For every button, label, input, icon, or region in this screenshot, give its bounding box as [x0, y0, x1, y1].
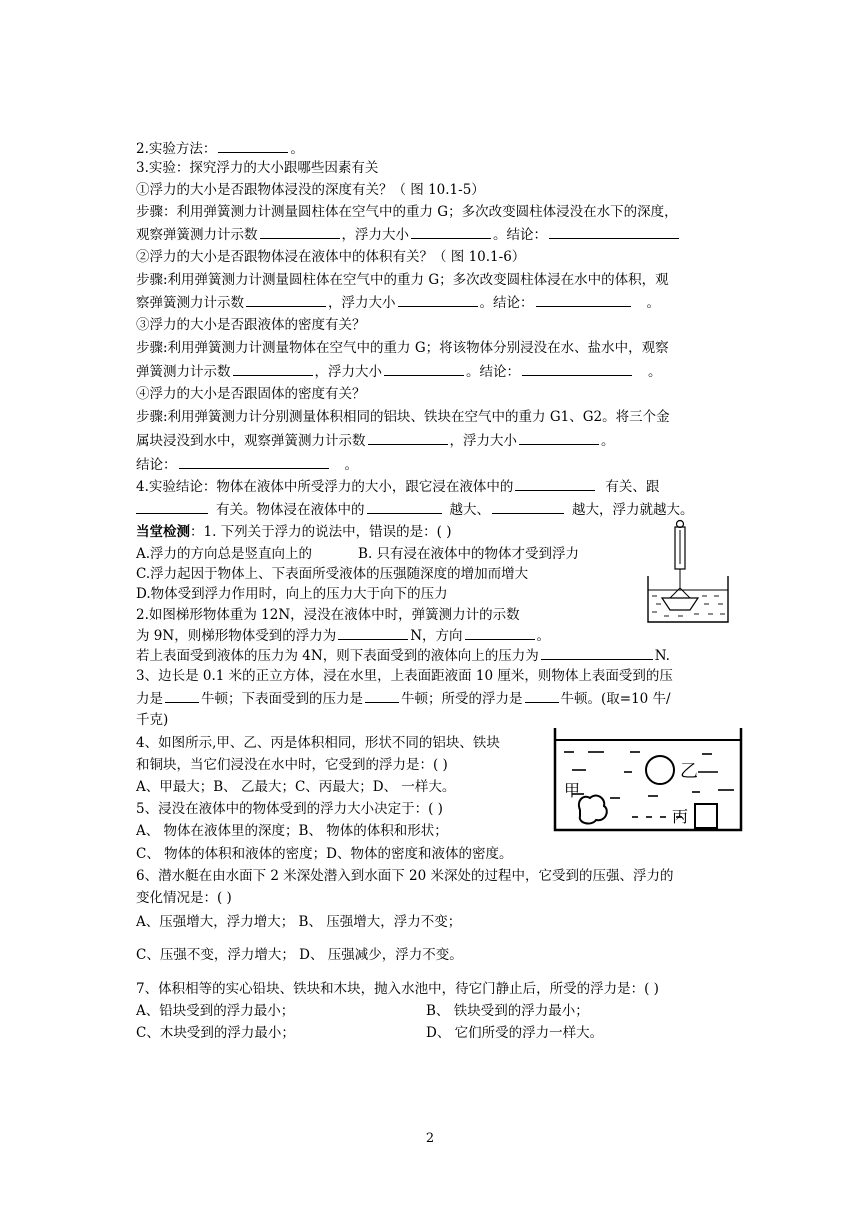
line-q1: ①浮力的大小是否跟物体浸没的深度有关？（ 图 10.1-5） [136, 182, 485, 198]
line-q3: ③浮力的大小是否跟液体的密度有关？ [136, 317, 366, 333]
text: ，浮力大小 [314, 364, 382, 380]
text: ：1. 下列关于浮力的说法中，错误的是：( ) [190, 524, 452, 540]
option-a: A、铅块受到的浮力最小； [136, 1003, 295, 1019]
text: 。 [601, 433, 615, 449]
text: 有关。物体浸在液体中的 [216, 502, 365, 518]
line-quiz-5-ab: A、 物体在液体里的深度；B、 物体的体积和形状； [136, 823, 448, 839]
blank [365, 689, 399, 703]
line-q2-steps: 步骤:利用弹簧测力计测量圆柱体在空气中的重力 G；多次改变圆柱体浸在水中的体积，观 [136, 272, 669, 288]
blank [398, 293, 478, 307]
line-quiz-2: 2.如图梯形物体重为 12N，浸没在液体中时，弹簧测力计的示数 [136, 607, 520, 623]
text: 。 [290, 141, 304, 157]
blank [368, 431, 448, 445]
text: 有关、跟 [605, 479, 660, 495]
line-quiz-4: 4、如图所示,甲、乙、丙是体积相同，形状不同的铝块、铁块 [136, 735, 500, 751]
option-d: D、 它们所受的浮力一样大。 [426, 1025, 604, 1041]
blank [233, 362, 313, 376]
page-number: 2 [425, 1131, 435, 1146]
line-quiz-3c: 千克) [136, 712, 169, 728]
blank [541, 646, 653, 660]
text: 。结论： [479, 295, 534, 311]
line-quiz-3: 3、边长是 0.1 米的正立方体，浸在水里，上表面距液面 10 厘米，则物体上表面受到的压 [136, 668, 673, 684]
text: ，浮力大小 [328, 295, 396, 311]
line-quiz-5: 5、浸没在液体中的物体受到的浮力大小决定于：( ) [136, 801, 443, 817]
spring-scale-figure [640, 518, 736, 626]
text: 牛顿；下表面受到的压力是 [201, 691, 363, 707]
blank [492, 500, 564, 514]
text: 牛顿；所受的浮力是 [401, 691, 523, 707]
blank [136, 500, 208, 514]
text: 越大，浮力就越大。 [572, 502, 694, 518]
line-method [136, 139, 304, 158]
text: 。 [646, 295, 660, 311]
blank [246, 293, 326, 307]
text: 2.实验方法： [136, 141, 217, 157]
text: 。结论： [493, 227, 547, 243]
label-yi: 乙 [680, 761, 698, 782]
line-quiz-1-c: C.浮力起因于物体上、下表面所受液体的压强随深度的增加而增大 [136, 566, 529, 582]
text: ，浮力大小 [341, 227, 409, 243]
text: 结论： [136, 457, 177, 473]
line-quiz-4b: 和铜块，当它们浸没在水中时，它受到的浮力是：( ) [136, 757, 448, 773]
text: 若上表面受到液体的压力为 4N，则下表面受到的液体向上的压力为 [136, 648, 539, 664]
blank [367, 500, 442, 514]
line-quiz-2b [136, 626, 550, 645]
line-quiz-6b: 变化情况是：( ) [136, 890, 232, 906]
blank [384, 362, 464, 376]
text: 越大、 [449, 502, 490, 518]
text: N. [654, 648, 670, 664]
line-quiz-7-ab [136, 1002, 589, 1020]
line-conclusion [136, 477, 659, 496]
text: 力是 [136, 691, 163, 707]
blank [549, 225, 679, 239]
line-quiz-2c [136, 646, 670, 665]
line-q4-obs [136, 431, 615, 450]
text: 弹簧测力计示数 [136, 364, 231, 380]
option-a: A.浮力的方向总是竖直向上的 [136, 546, 313, 562]
blank [522, 362, 632, 376]
option-c: C、木块受到的浮力最小； [136, 1025, 295, 1041]
line-q4-steps: 步骤:利用弹簧测力计分别测量体积相同的铝块、铁块在空气中的重力 G1、G2。将三个金 [136, 409, 670, 425]
label-jia: 甲 [564, 781, 581, 800]
water-tank-figure [552, 724, 744, 834]
text: 为 9N，则梯形物体受到的浮力为 [136, 628, 337, 644]
text: 4.实验结论：物体在液体中所受浮力的大小，跟它浸在液体中的 [136, 479, 514, 495]
label-bing: 丙 [672, 807, 689, 826]
text: 。结论： [466, 364, 520, 380]
line-q4-conclusion [136, 455, 358, 474]
blank [465, 626, 535, 640]
blank [260, 225, 340, 239]
blank [515, 477, 595, 491]
text: 。 [536, 628, 551, 644]
text: 察弹簧测力计示数 [136, 295, 244, 311]
blank [218, 139, 288, 153]
blank [536, 293, 631, 307]
line-quiz-7: 7、体积相等的实心铅块、铁块和木块，抛入水池中，待它门静止后，所受的浮力是：( ) [136, 981, 659, 997]
text: 观察弹簧测力计示数 [136, 227, 258, 243]
line-q1-obs [136, 225, 681, 244]
blank [411, 225, 491, 239]
line-quiz-5-cd: C、 物体的体积和液体的密度；D、物体的密度和液体的密度。 [136, 846, 513, 862]
line-q4: ④浮力的大小是否跟固体的密度有关？ [136, 386, 366, 402]
quiz-heading: 当堂检测 [136, 524, 190, 540]
line-conclusion-2 [136, 500, 694, 519]
line-quiz-6-cd: C、压强不变，浮力增大； D、 压强减少，浮力不变。 [136, 947, 463, 963]
line-quiz-1-d: D.物体受到浮力作用时，向上的压力大于向下的压力 [136, 586, 448, 602]
blank [525, 689, 559, 703]
line-quiz-6: 6、潜水艇在由水面下 2 米深处潜入到水面下 20 米深处的过程中，它受到的压强、浮力的 [136, 868, 674, 884]
line-q1-steps: 步骤：利用弹簧测力计测量圆柱体在空气中的重力 G；多次改变圆柱体浸没在水下的深度， [136, 204, 678, 220]
text: 。 [344, 457, 358, 473]
text: ，浮力大小 [449, 433, 517, 449]
line-quiz-4-options: A、甲最大；B、 乙最大；C、丙最大；D、 一样大。 [136, 779, 456, 795]
blank [519, 431, 599, 445]
blank [165, 689, 199, 703]
line-quiz-1-ab [136, 545, 579, 563]
text: N，方向 [410, 628, 463, 644]
line-quiz-1 [136, 523, 452, 541]
option-b: B. 只有浸在液体中的物体才受到浮力 [358, 546, 580, 562]
blank [179, 455, 329, 469]
line-q3-steps: 步骤:利用弹簧测力计测量物体在空气中的重力 G；将该物体分别浸没在水、盐水中，观察 [136, 340, 669, 356]
line-quiz-3b [136, 689, 671, 708]
option-b: B、 铁块受到的浮力最小； [426, 1003, 589, 1019]
text: 牛顿。(取=10 牛/ [560, 691, 671, 707]
blank [338, 626, 408, 640]
line-q2-obs [136, 293, 660, 312]
line-quiz-7-cd [136, 1024, 604, 1042]
line-quiz-6-ab: A、压强增大，浮力增大； B、 压强增大，浮力不变； [136, 914, 462, 930]
line-q3-obs [136, 362, 662, 381]
line-q2: ②浮力的大小是否跟物体浸在液体中的体积有关？（ 图 10.1-6） [136, 249, 526, 265]
text: 属块浸没到水中，观察弹簧测力计示数 [136, 433, 366, 449]
text: 。 [648, 364, 662, 380]
line-experiment-title: 3.实验：探究浮力的大小跟哪些因素有关 [136, 160, 379, 176]
